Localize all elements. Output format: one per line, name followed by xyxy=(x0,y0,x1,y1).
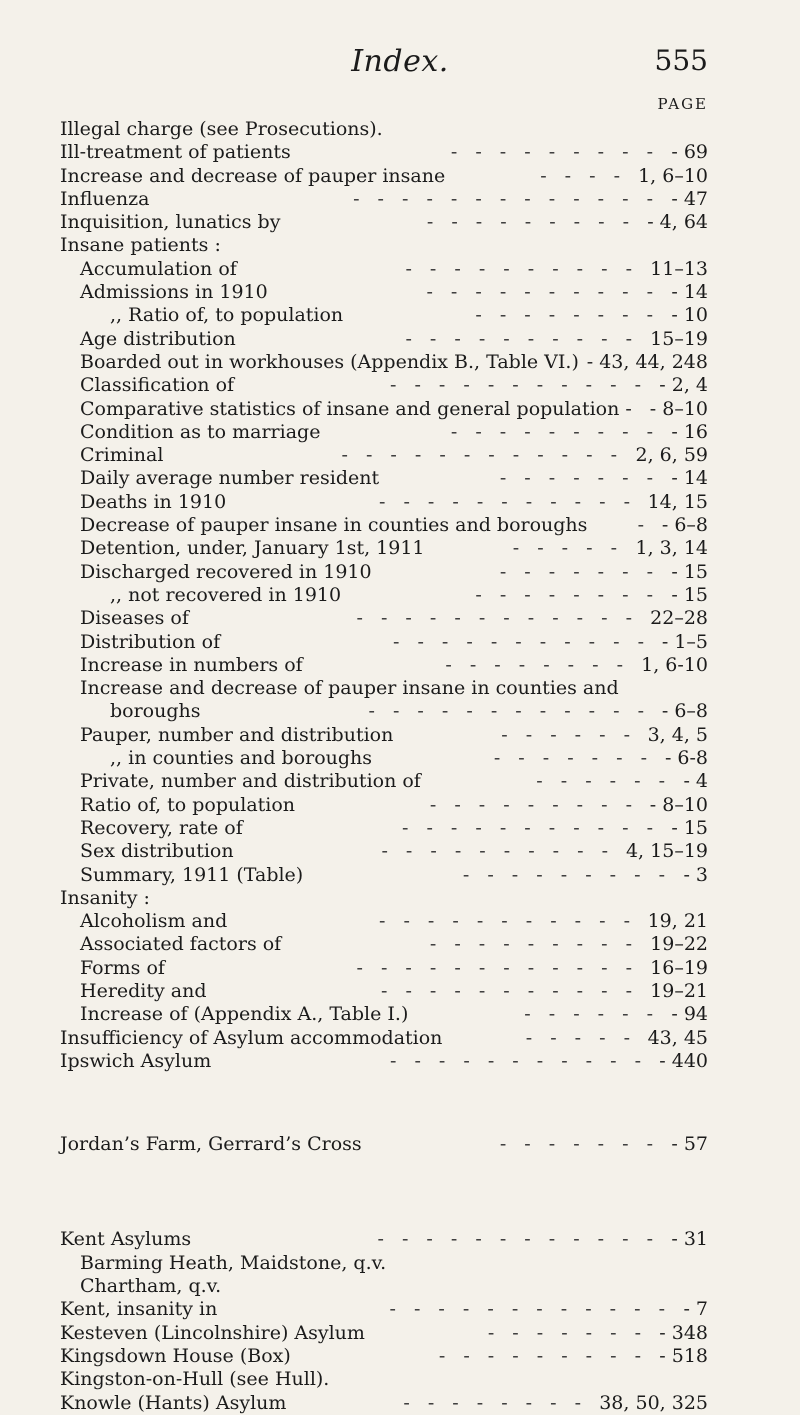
entry-pages: 22–28 xyxy=(650,607,708,630)
page-column-label: PAGE xyxy=(657,95,708,113)
entry-pages: - 440 xyxy=(659,1049,708,1072)
entry-pages: - 15 xyxy=(671,816,708,839)
entry-pages: - 6–8 xyxy=(661,700,708,723)
entry-label: Boarded out in workhouses (Appendix B., Table VI.) xyxy=(80,350,579,373)
entry-label: Illegal charge (see Prosecutions). xyxy=(60,118,383,140)
entry-pages: - 4, 64 xyxy=(647,211,708,234)
entry-label: Increase in numbers of xyxy=(80,653,303,676)
entry-label: Condition as to marriage xyxy=(80,420,321,443)
entry-pages: - 14 xyxy=(671,467,708,490)
entry-label: Increase of (Appendix A., Table I.) xyxy=(80,1003,409,1026)
dot-leader: - - - - - - - xyxy=(487,1321,647,1344)
dot-leader: - - - - - - - xyxy=(493,747,653,770)
index-entry xyxy=(0,724,800,747)
dot-leader: - - - - - - - - - - - - xyxy=(341,444,623,467)
index-entry xyxy=(0,1050,800,1073)
index-entry xyxy=(0,141,800,164)
dot-leader: - - - - - - - - - xyxy=(429,793,638,816)
entry-pages: 38, 50, 325 xyxy=(599,1391,708,1414)
index-entry xyxy=(0,864,800,887)
entry-label: Deaths in 1910 xyxy=(80,490,227,513)
entry-label: Insane patients : xyxy=(60,234,221,257)
entry-pages: - 16 xyxy=(671,420,708,443)
entry-pages: 19–21 xyxy=(650,979,708,1002)
dot-leader: - - - - - - - - - xyxy=(450,420,659,443)
entry-label: Discharged recovered in 1910 xyxy=(80,560,372,583)
entry-label: Ipswich Asylum xyxy=(60,1049,212,1072)
dot-leader: - - - - - - xyxy=(501,723,636,746)
dot-leader: - - - - - - - - - - - - - xyxy=(353,187,659,210)
index-entries xyxy=(0,118,800,1415)
dot-leader: - - - - - - - - xyxy=(475,304,659,327)
index-entry xyxy=(0,281,800,304)
entry-pages: - 31 xyxy=(671,1228,708,1251)
dot-leader: - - - - - - xyxy=(536,770,671,793)
index-entry xyxy=(0,561,800,584)
dot-leader: - - - - xyxy=(540,164,626,187)
page-title: Index. xyxy=(351,44,449,79)
index-entry xyxy=(0,1003,800,1026)
entry-label: Decrease of pauper insane in counties and boroughs xyxy=(80,514,588,537)
index-entry xyxy=(0,631,800,654)
entry-label: Alcoholism and xyxy=(80,910,228,933)
entry-label: Daily average number resident xyxy=(80,467,380,490)
index-entry xyxy=(0,165,800,188)
entry-pages: 15–19 xyxy=(650,327,708,350)
entry-pages: - 10 xyxy=(671,304,708,327)
entry-pages: - 2, 4 xyxy=(659,374,708,397)
index-entry xyxy=(0,887,800,910)
index-entry xyxy=(0,770,800,793)
entry-label: Kent, insanity in xyxy=(60,1298,218,1321)
entry-pages: 4, 15–19 xyxy=(625,840,708,863)
entry-pages: - 14 xyxy=(671,281,708,304)
dot-leader: - - - - - - - - - - xyxy=(426,281,659,304)
index-entry xyxy=(0,537,800,560)
index-entry xyxy=(0,700,800,723)
dot-leader: - - - - - - - - xyxy=(475,583,659,606)
entry-label: Diseases of xyxy=(80,607,189,630)
entry-label: Ratio of, to population xyxy=(80,793,296,816)
index-entry xyxy=(0,1275,800,1298)
index-entry xyxy=(0,188,800,211)
entry-pages: - 7 xyxy=(683,1298,708,1321)
entry-pages: - 15 xyxy=(671,583,708,606)
dot-leader: - - - - - - - - - xyxy=(462,863,671,886)
dot-leader: - - - - - - - xyxy=(499,1133,659,1156)
index-entry xyxy=(0,817,800,840)
entry-pages: - 94 xyxy=(671,1003,708,1026)
index-entry xyxy=(0,444,800,467)
entry-label: Ill-treatment of patients xyxy=(60,141,291,164)
entry-label: Kent Asylums xyxy=(60,1228,192,1251)
index-entry xyxy=(0,1298,800,1321)
dot-leader: - - - - - - - - - - - xyxy=(380,979,638,1002)
dot-leader: - - - - - - - - - - - - xyxy=(389,1298,671,1321)
index-entry xyxy=(0,654,800,677)
dot-leader: - - - - - - - - xyxy=(445,653,629,676)
index-entry xyxy=(0,118,800,141)
index-entry xyxy=(0,910,800,933)
entry-label: Detention, under, January 1st, 1911 xyxy=(80,537,425,560)
dot-leader: - - - - - - - - - - - - xyxy=(356,607,638,630)
index-entry xyxy=(0,840,800,863)
entry-label: Sex distribution xyxy=(80,840,234,863)
index-entry xyxy=(0,258,800,281)
entry-label: Increase and decrease of pauper insane in counties and xyxy=(80,677,619,700)
section-gap xyxy=(0,1073,800,1133)
index-entry xyxy=(0,304,800,327)
entry-label: Influenza xyxy=(60,187,150,210)
entry-label: Distribution of xyxy=(80,630,221,653)
entry-label: Criminal xyxy=(80,444,164,467)
index-entry xyxy=(0,1392,800,1415)
index-entry xyxy=(0,1228,800,1251)
entry-pages: 19–22 xyxy=(650,933,708,956)
entry-label: Increase and decrease of pauper insane xyxy=(60,164,446,187)
entry-label: Knowle (Hants) Asylum xyxy=(60,1391,287,1414)
entry-label: Pauper, number and distribution xyxy=(80,723,394,746)
index-entry xyxy=(0,607,800,630)
entry-label: Chartham, q.v. xyxy=(80,1275,222,1298)
dot-leader: - - - - - - - xyxy=(499,467,659,490)
entry-pages: 43, 45 xyxy=(647,1026,708,1049)
dot-leader: - - - - - - - - - - xyxy=(381,840,614,863)
dot-leader: - - - - - - - - - - - xyxy=(401,816,659,839)
entry-pages: - 4 xyxy=(683,770,708,793)
index-entry xyxy=(0,514,800,537)
index-entry xyxy=(0,211,800,234)
entry-label: Barming Heath, Maidstone, q.v. xyxy=(80,1251,387,1274)
entry-label: Classification of xyxy=(80,374,235,397)
index-entry xyxy=(0,794,800,817)
entry-pages: 2, 6, 59 xyxy=(635,444,708,467)
entry-pages: - 6–8 xyxy=(661,514,708,537)
index-entry xyxy=(0,351,800,374)
entry-pages: - 47 xyxy=(671,187,708,210)
dot-leader: - - - - - - - - - xyxy=(429,933,638,956)
entry-pages: - 57 xyxy=(671,1133,708,1156)
dot-leader: - - - - - - - - xyxy=(403,1391,587,1414)
dot-leader: - - - - - - - xyxy=(499,560,659,583)
entry-pages: - 1–5 xyxy=(661,630,708,653)
index-entry xyxy=(0,467,800,490)
index-entry xyxy=(0,933,800,956)
entry-label: Admissions in 1910 xyxy=(80,281,268,304)
entry-pages: 1, 6–10 xyxy=(638,164,708,187)
entry-label: Comparative statistics of insane and general population - xyxy=(80,397,632,420)
dot-leader: - xyxy=(637,514,650,537)
entry-label: Recovery, rate of xyxy=(80,816,243,839)
dot-leader: - - - - - - - - - - - - xyxy=(356,956,638,979)
entry-pages: - 43, 44, 248 xyxy=(586,350,708,373)
entry-label: ,, not recovered in 1910 xyxy=(110,583,342,606)
dot-leader: - - - - - - - - - - - xyxy=(392,630,650,653)
dot-leader: - - - - - - - - - xyxy=(450,141,659,164)
index-entry xyxy=(0,1027,800,1050)
index-entry xyxy=(0,677,800,700)
index-entry xyxy=(0,1345,800,1368)
entry-label: Kingsdown House (Box) xyxy=(60,1344,291,1367)
dot-leader: - - - - - - - - - - xyxy=(405,257,638,280)
entry-label: ,, Ratio of, to population xyxy=(110,304,344,327)
dot-leader: - - - - - - - - - xyxy=(438,1344,647,1367)
index-entry xyxy=(0,491,800,514)
dot-leader: - - - - - xyxy=(525,1026,636,1049)
entry-pages: - 8–10 xyxy=(649,397,708,420)
page-header xyxy=(0,44,800,84)
entry-label: Associated factors of xyxy=(80,933,282,956)
index-entry xyxy=(0,1252,800,1275)
dot-leader: - - - - - - - - - - - xyxy=(389,374,647,397)
dot-leader: - - - - - - - - - - - - xyxy=(377,1228,659,1251)
dot-leader: - - - - - - - - - - xyxy=(405,327,638,350)
index-entry xyxy=(0,234,800,257)
entry-label: Kingston-on-Hull (see Hull). xyxy=(60,1368,330,1391)
index-entry xyxy=(0,1133,800,1156)
entry-label: boroughs xyxy=(110,700,201,723)
entry-label: Age distribution xyxy=(80,327,236,350)
page-number: 555 xyxy=(654,44,708,77)
index-entry xyxy=(0,1322,800,1345)
entry-pages: 14, 15 xyxy=(647,490,708,513)
entry-label: Forms of xyxy=(80,956,165,979)
entry-label: Summary, 1911 (Table) xyxy=(80,863,304,886)
entry-label: Insufficiency of Asylum accommodation xyxy=(60,1026,443,1049)
index-entry xyxy=(0,584,800,607)
section-gap xyxy=(0,1156,800,1228)
entry-pages: 19, 21 xyxy=(647,910,708,933)
entry-pages: - 6-8 xyxy=(664,747,708,770)
entry-pages: - 69 xyxy=(671,141,708,164)
entry-label: Jordan’s Farm, Gerrard’s Cross xyxy=(60,1133,362,1156)
index-entry xyxy=(0,328,800,351)
index-entry xyxy=(0,398,800,421)
dot-leader: - - - - - - - - - - - xyxy=(378,490,636,513)
dot-leader: - - - - - - xyxy=(524,1003,659,1026)
entry-pages: 3, 4, 5 xyxy=(647,723,708,746)
entry-pages: 11–13 xyxy=(650,257,708,280)
entry-pages: - 3 xyxy=(683,863,708,886)
index-entry xyxy=(0,421,800,444)
index-entry xyxy=(0,980,800,1003)
index-entry xyxy=(0,747,800,770)
entry-label: Accumulation of xyxy=(80,257,237,280)
dot-leader: - - - - - - - - - - - - xyxy=(368,700,650,723)
entry-pages: - 8–10 xyxy=(649,793,708,816)
entry-label: Kesteven (Lincolnshire) Asylum xyxy=(60,1321,365,1344)
dot-leader: - - - - - - - - - - - xyxy=(378,910,636,933)
dot-leader: - - - - - - - - - - - xyxy=(389,1049,647,1072)
entry-label: Heredity and xyxy=(80,979,207,1002)
entry-label: ,, in counties and boroughs xyxy=(110,747,373,770)
dot-leader: - - - - - xyxy=(512,537,623,560)
entry-label: Inquisition, lunatics by xyxy=(60,211,281,234)
entry-pages: - 15 xyxy=(671,560,708,583)
entry-pages: - 518 xyxy=(659,1344,708,1367)
dot-leader: - - - - - - - - - xyxy=(426,211,635,234)
entry-pages: - 348 xyxy=(659,1321,708,1344)
entry-label: Insanity : xyxy=(60,886,150,909)
entry-pages: 1, 6-10 xyxy=(641,653,708,676)
entry-pages: 16–19 xyxy=(650,956,708,979)
index-entry xyxy=(0,957,800,980)
index-entry xyxy=(0,374,800,397)
entry-label: Private, number and distribution of xyxy=(80,770,421,793)
entry-pages: 1, 3, 14 xyxy=(635,537,708,560)
